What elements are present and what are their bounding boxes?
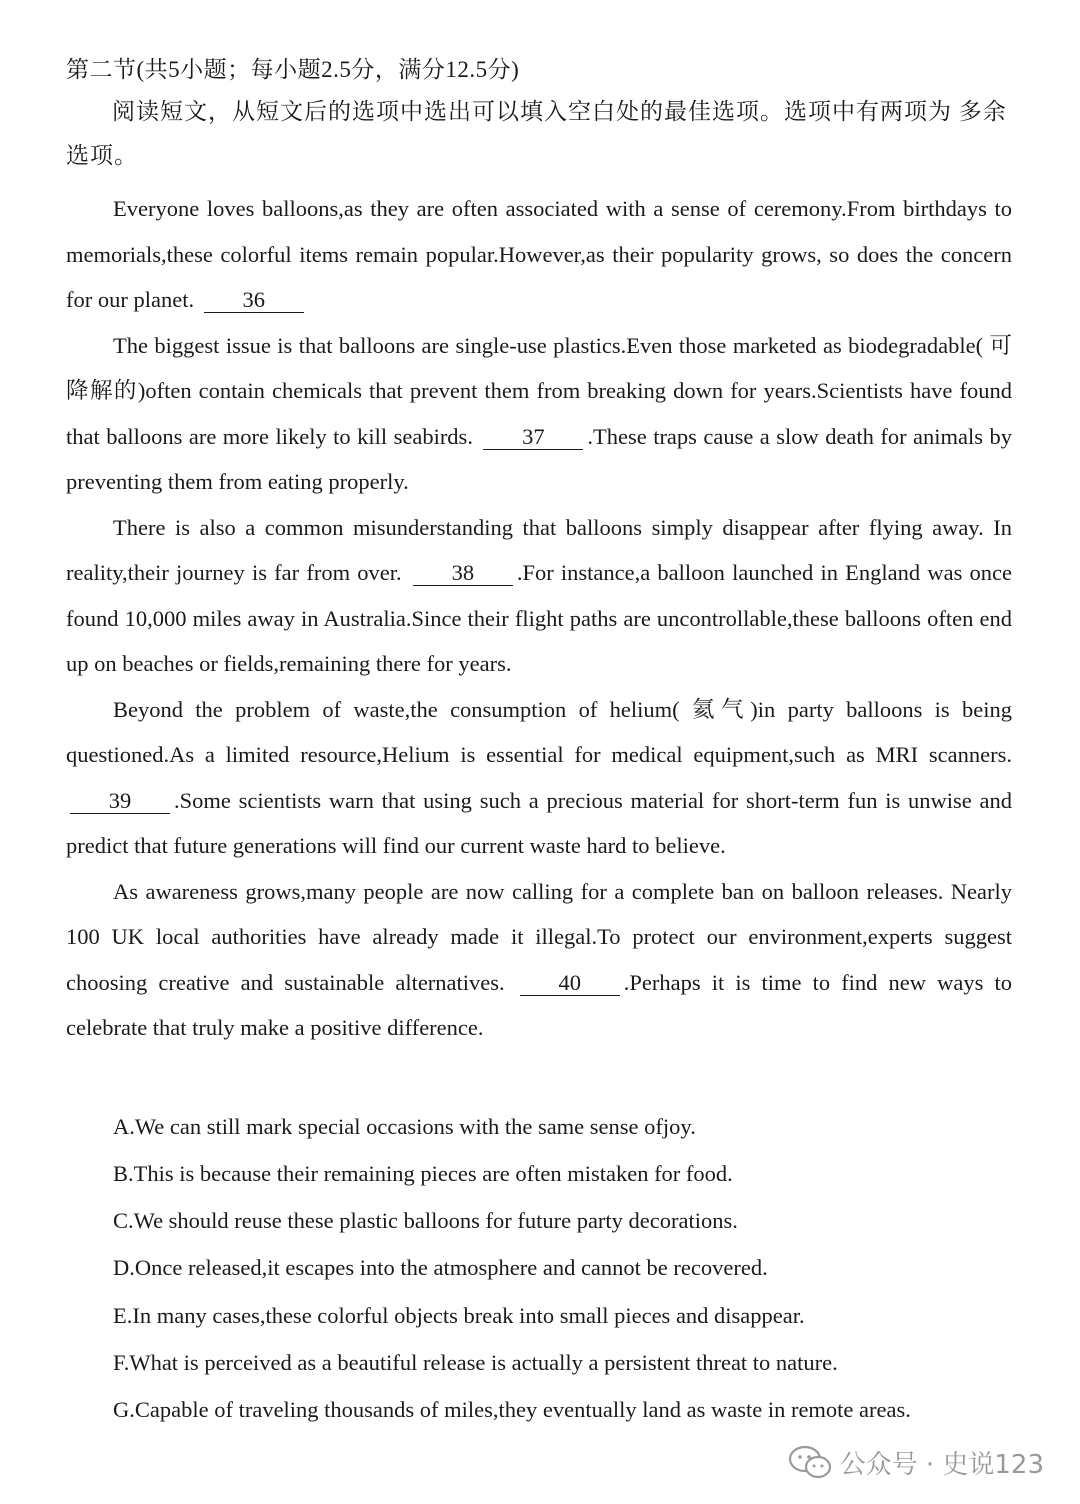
paragraph-text: .Some scientists warn that using such a precious material for short-term fun is unwise and predict that future generations will find our current waste hard to believe.: [66, 787, 1012, 858]
options-list: [66, 1103, 1012, 1434]
blank-37: 37: [483, 425, 583, 450]
option-b: B.This is because their remaining pieces are often mistaken for food.: [113, 1160, 733, 1186]
blank-40: 40: [520, 971, 620, 996]
section-title: 第二节(共5小题；每小题2.5分，满分12.5分): [66, 57, 520, 82]
passage-paragraph-5: [66, 869, 1012, 1051]
blank-39: 39: [70, 789, 170, 814]
option-c: C.We should reuse these plastic balloons for future party decorations.: [113, 1208, 738, 1234]
passage-paragraph-1: [66, 186, 1012, 323]
paragraph-text: .For instance,a balloon launched in England was once found 10,000 miles away in Australia.Since their flight paths are uncontrollable,these balloons often end up on beaches or fields,remaining there for years.: [66, 560, 1012, 676]
watermark-text: 公众号 · 史说123: [839, 1449, 1044, 1480]
option-e: E.In many cases,these colorful objects break into small pieces and disappear.: [113, 1302, 805, 1328]
paragraph-text: Everyone loves balloons,as they are often associated with a sense of ceremony.From birthdays to memorials,these colorful items remain popular.However,as their popularity grows, so does the concern for our planet.: [66, 196, 1012, 312]
paragraph-text: The biggest issue is that balloons are single-use plastics.Even those marketed as biodegradable( 可降解的)often contain chemicals that prevent them from breaking down for years.Scientists have found that balloons are more likely to kill seabirds.: [66, 332, 1012, 449]
paragraph-text: .These traps cause a slow death for animals by preventing them from eating properly.: [66, 423, 1012, 494]
option-d: D.Once released,it escapes into the atmosphere and cannot be recovered.: [113, 1255, 768, 1281]
paragraph-text: There is also a common misunderstanding that balloons simply disappear after flying away. In reality,their journey is far from over.: [66, 514, 1012, 585]
wechat-icon: [788, 1444, 832, 1480]
exam-page: [66, 50, 1012, 1434]
passage-paragraph-2: [66, 323, 1012, 505]
watermark: [788, 1438, 1044, 1486]
option-a: A.We can still mark special occasions with the same sense ofjoy.: [113, 1113, 696, 1139]
instruction: 阅读短文，从短文后的选项中选出可以填入空白处的最佳选项。选项中有两项为 多余选项。: [66, 99, 1007, 168]
passage-paragraph-3: [66, 505, 1012, 687]
blank-38: 38: [413, 561, 513, 586]
paragraph-text: .Perhaps it is time to find new ways to celebrate that truly make a positive difference.: [66, 969, 1012, 1040]
option-f: F.What is perceived as a beautiful release is actually a persistent threat to nature.: [113, 1349, 838, 1375]
paragraph-text: Beyond the problem of waste,the consumption of helium( 氦气)in party balloons is being questioned.As a limited resource,Helium is essential for medical equipment,such as MRI scanners.: [66, 696, 1012, 767]
passage-paragraph-4: [66, 687, 1012, 869]
paragraph-text: As awareness grows,many people are now calling for a complete ban on balloon releases. Nearly 100 UK local authorities have already made it illegal.To protect our environment,experts suggest choosing creative and sustainable alternatives.: [66, 878, 1012, 995]
option-g: G.Capable of traveling thousands of miles,they eventually land as waste in remote areas.: [113, 1397, 911, 1423]
blank-36: 36: [204, 288, 304, 313]
